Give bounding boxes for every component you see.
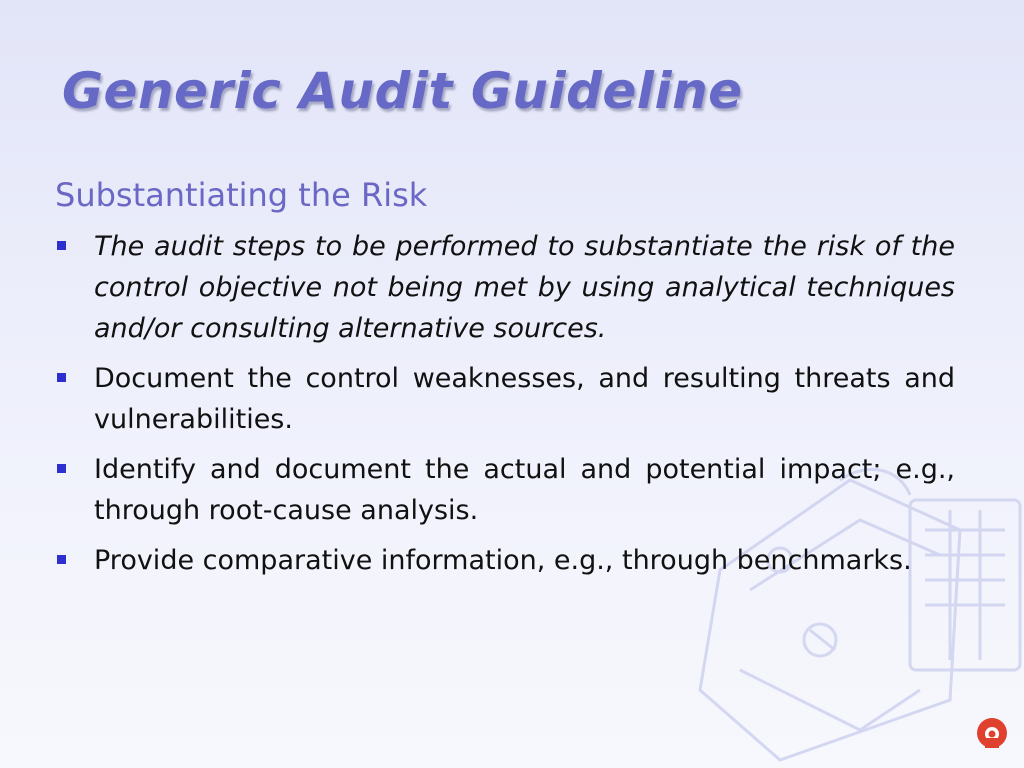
square-bullet-icon bbox=[57, 555, 66, 564]
square-bullet-icon bbox=[57, 241, 66, 250]
square-bullet-icon bbox=[57, 373, 66, 382]
brand-logo-icon bbox=[975, 716, 1009, 750]
bullet-item-identify-impact bbox=[55, 449, 955, 531]
bullet-list bbox=[55, 226, 955, 590]
square-bullet-icon bbox=[57, 464, 66, 473]
slide-title: Generic Audit Guideline bbox=[62, 62, 743, 120]
bullet-item-comparative-info bbox=[55, 540, 955, 581]
bullet-text: The audit steps to be performed to substantiate the risk of the control objective not being met by using analytical techniques and/or consulting alternative sources. bbox=[94, 231, 955, 344]
bullet-text: Provide comparative information, e.g., through benchmarks. bbox=[94, 545, 912, 576]
bullet-item-document-weaknesses bbox=[55, 358, 955, 440]
bullet-text: Document the control weaknesses, and resulting threats and vulnerabilities. bbox=[94, 363, 955, 435]
bullet-text: Identify and document the actual and potential impact; e.g., through root-cause analysis. bbox=[94, 454, 955, 526]
slide-subtitle: Substantiating the Risk bbox=[55, 176, 428, 214]
bullet-item-substantiate-steps bbox=[55, 226, 955, 349]
